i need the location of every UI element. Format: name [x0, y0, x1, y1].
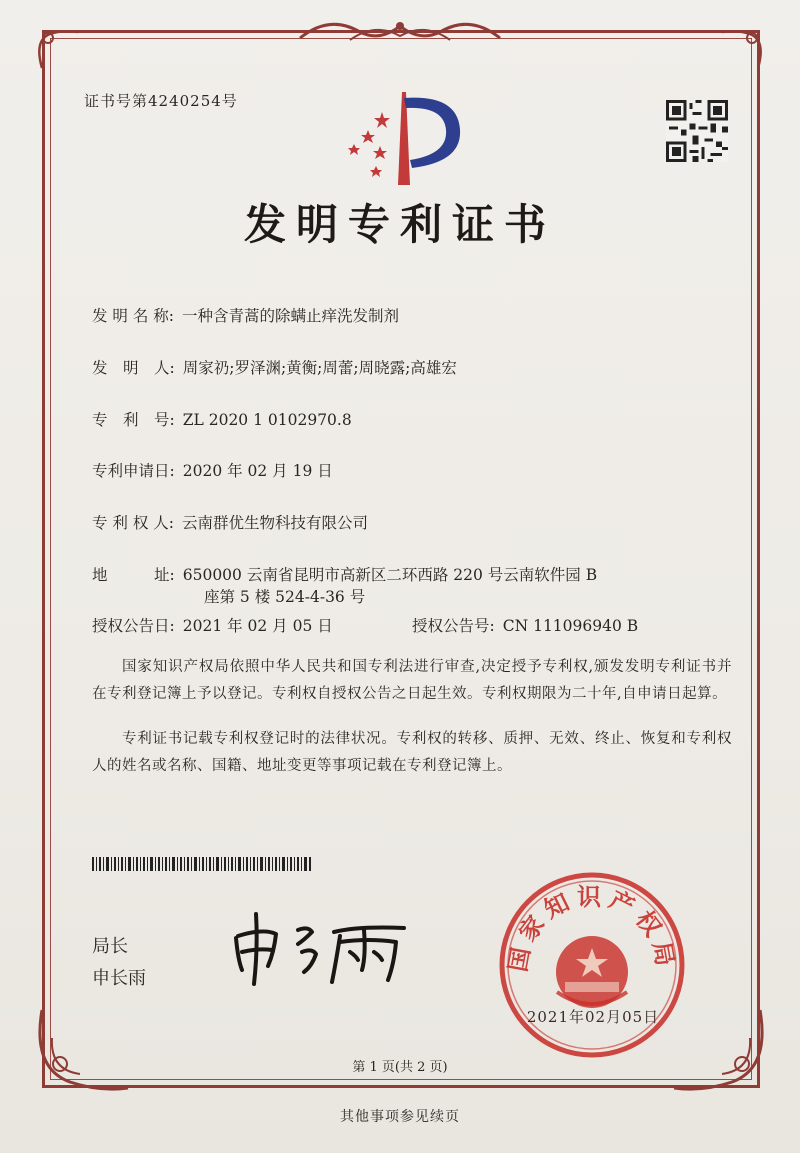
corner-ornament-top-right	[720, 20, 770, 70]
patentee-value: 云南群优生物科技有限公司	[182, 514, 369, 532]
address-value-line1: 650000 云南省昆明市高新区二环西路 220 号云南软件园 B	[182, 566, 598, 584]
invention-name-row	[92, 304, 399, 326]
filing-date-label: 专利申请日:	[92, 462, 175, 480]
seal-text: 国家知识产权局	[503, 883, 681, 974]
patent-number-row	[92, 408, 352, 430]
patentee-label: 专 利 权 人:	[92, 514, 175, 532]
director-name: 申长雨	[92, 968, 146, 989]
inventors-label: 发 明 人:	[92, 359, 175, 377]
certificate-title: 发明专利证书	[243, 200, 556, 249]
patentee-row	[92, 511, 368, 533]
director-signature	[228, 908, 413, 988]
page-number: 第 1 页(共 2 页)	[352, 1060, 448, 1075]
patent-number-value: ZL 2020 1 0102970.8	[182, 411, 352, 429]
inventors-row	[92, 356, 457, 378]
corner-ornament-top-left	[30, 20, 80, 70]
grant-number-row	[412, 614, 638, 636]
seal-date: 2021年02月05日	[526, 1008, 660, 1026]
grant-number-value: CN 111096940 B	[502, 617, 639, 635]
grant-date-row	[92, 614, 333, 636]
invention-name-label: 发 明 名 称:	[92, 307, 175, 325]
corner-ornament-bottom-left	[30, 1008, 130, 1098]
grant-date-label: 授权公告日:	[92, 617, 175, 635]
filing-date-value: 2020 年 02 月 19 日	[182, 462, 333, 480]
patent-number-label: 专 利 号:	[92, 411, 175, 429]
grant-number-label: 授权公告号:	[412, 617, 495, 635]
inventors-value: 周家礽;罗泽渊;黄衡;周蕾;周晓露;高雄宏	[182, 359, 457, 377]
director-title: 局长	[92, 936, 128, 957]
filing-date-row	[92, 459, 333, 481]
statement-paragraph-1: 国家知识产权局依照中华人民共和国专利法进行审查,决定授予专利权,颁发发明专利证书并在专利登记簿上予以登记。专利权自授权公告之日起生效。专利权期限为二十年,自申请日起算。	[92, 659, 732, 702]
certificate-number: 证书号第4240254号	[84, 92, 238, 110]
top-ornament	[290, 12, 510, 48]
corner-ornament-bottom-right	[672, 1008, 772, 1098]
address-label: 地 址:	[92, 566, 175, 584]
footer-note: 其他事项参见续页	[340, 1109, 460, 1125]
address-value-line2: 座第 5 楼 524-4-36 号	[204, 588, 366, 606]
official-seal	[497, 870, 687, 1060]
address-row	[92, 563, 597, 585]
cnipa-logo	[340, 90, 470, 190]
grant-date-value: 2021 年 02 月 05 日	[182, 617, 333, 635]
statement-paragraph-2: 专利证书记载专利权登记时的法律状况。专利权的转移、质押、无效、终止、恢复和专利权人的姓名或名称、国籍、地址变更等事项记载在专利登记簿上。	[92, 731, 732, 774]
barcode	[92, 857, 312, 871]
qr-code	[666, 100, 728, 162]
invention-name-value: 一种含青蒿的除螨止痒洗发制剂	[182, 307, 400, 325]
